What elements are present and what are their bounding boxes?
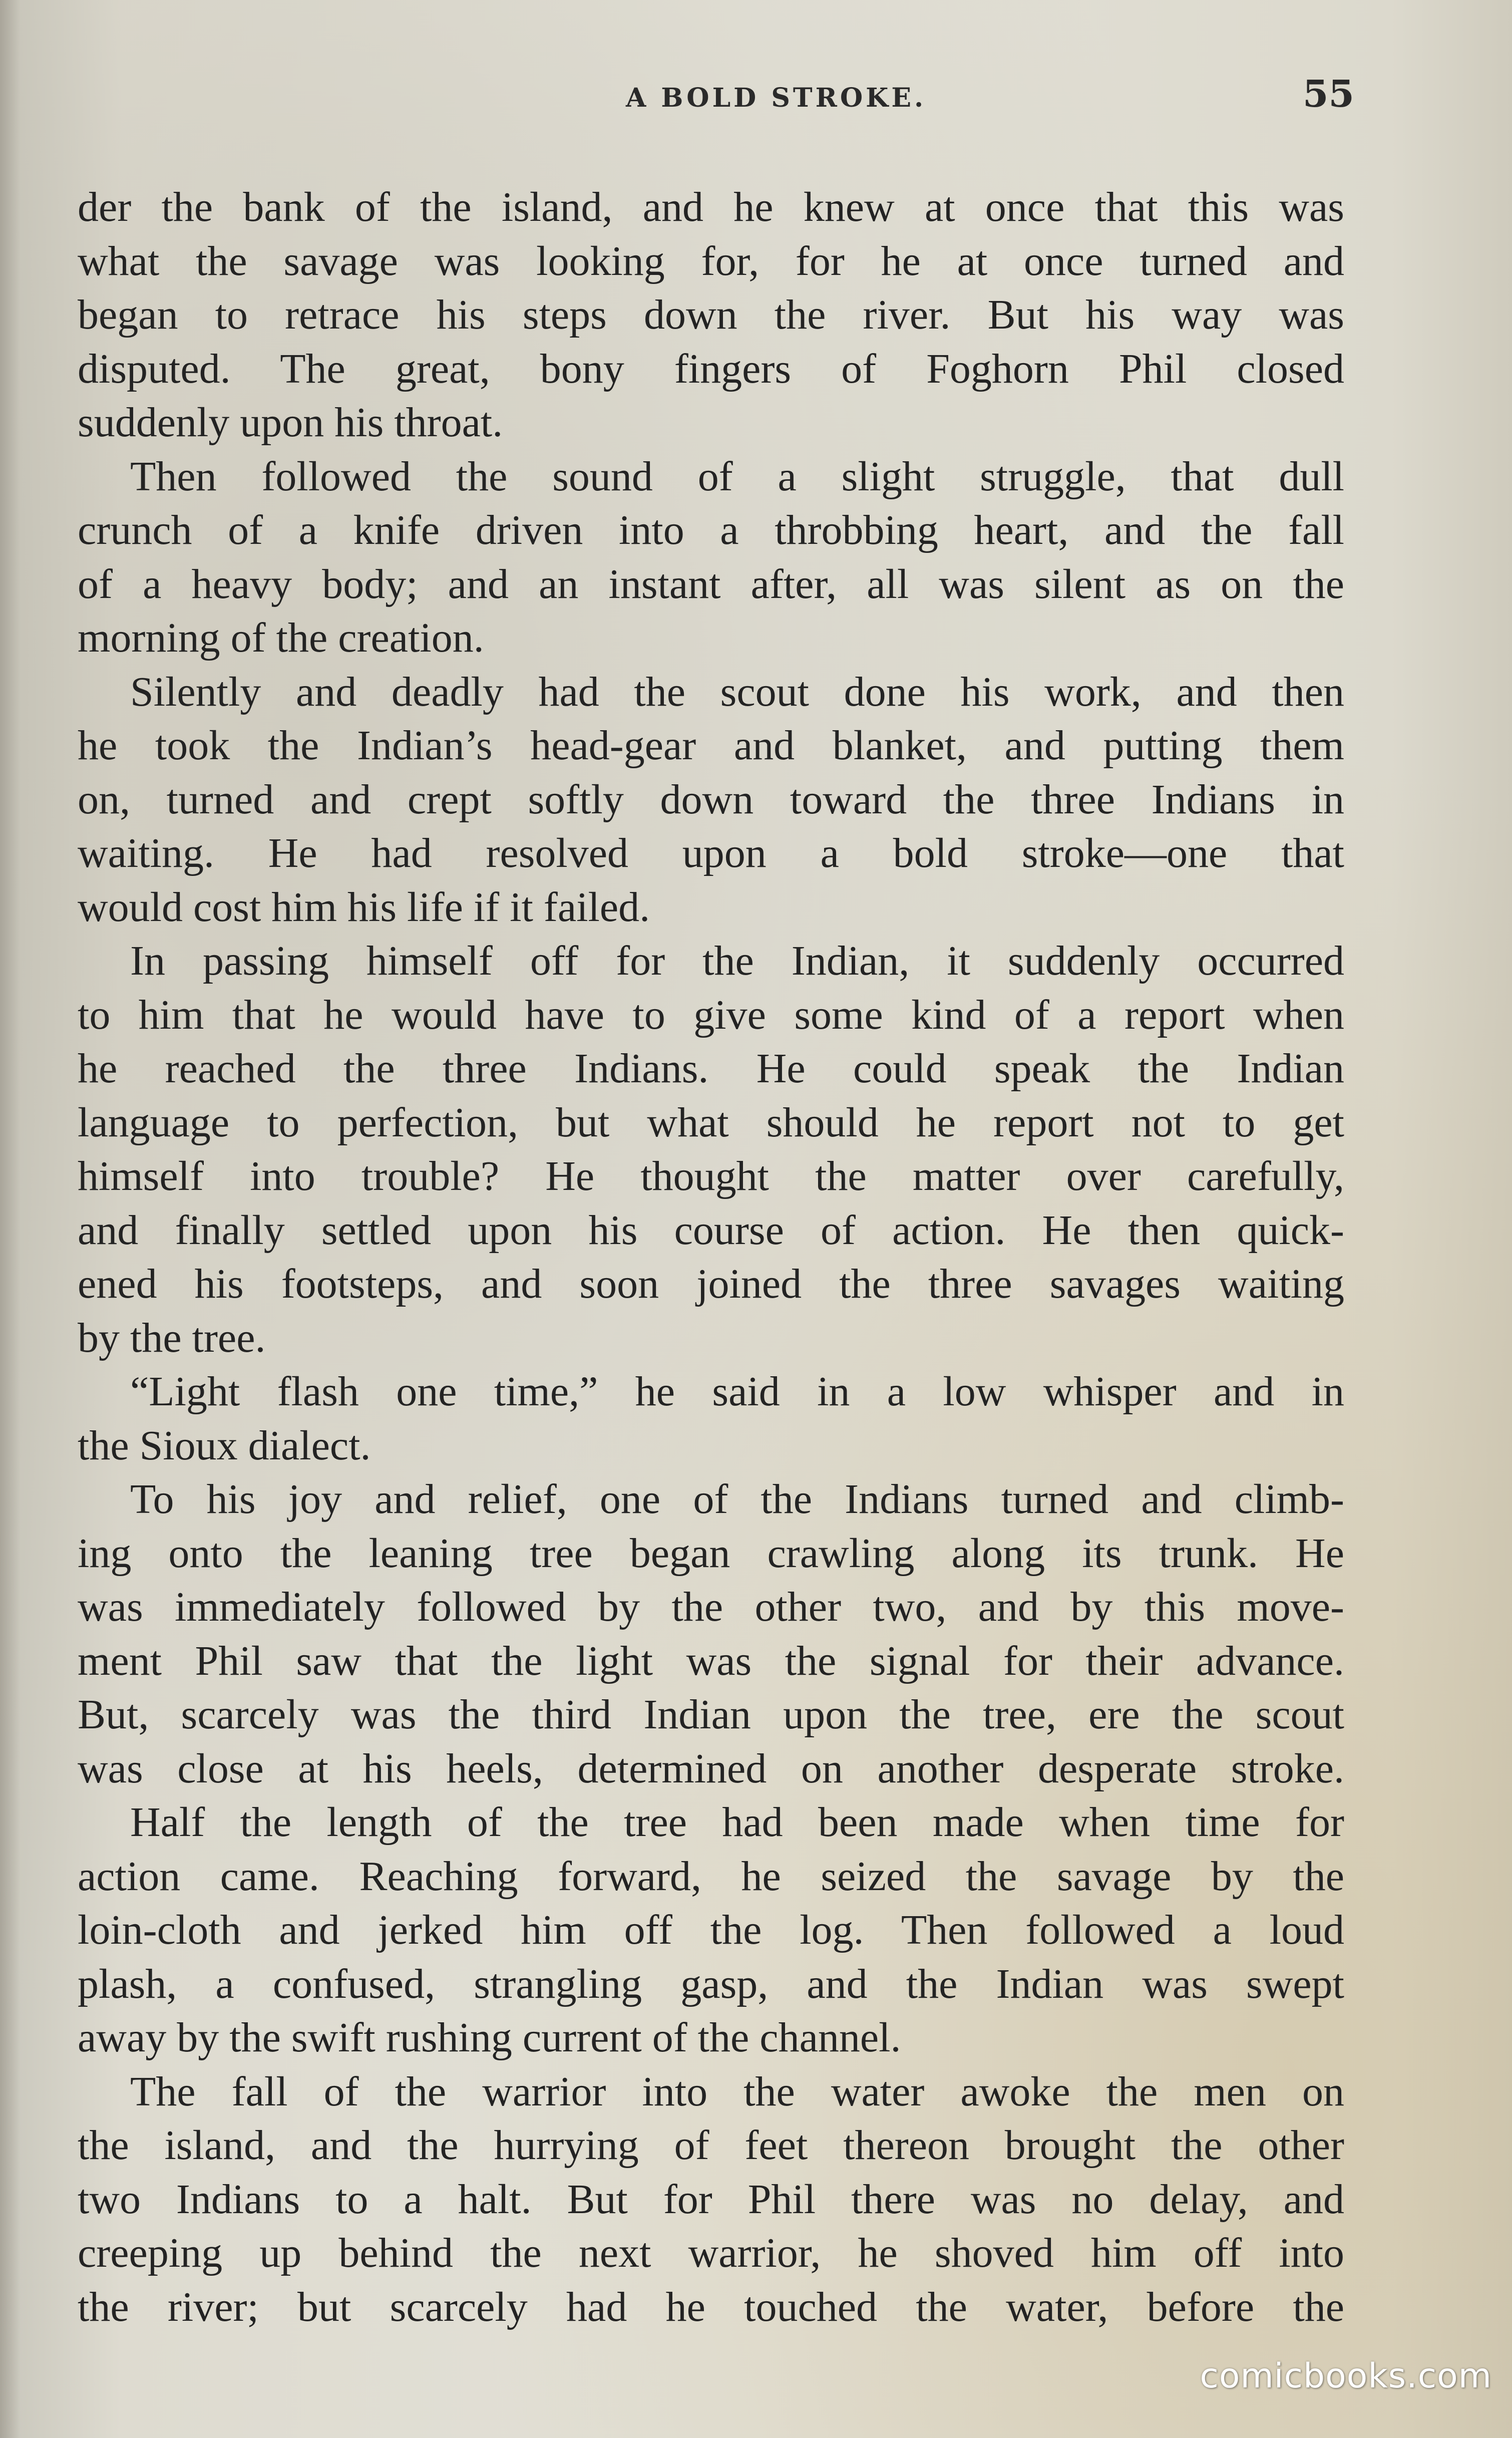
text-line: loin-cloth and jerked him off the log. Then followed a loud xyxy=(78,1907,1344,1953)
text-line: But, scarcely was the third Indian upon the tree, ere the scout xyxy=(78,1691,1344,1738)
text-line: the island, and the hurrying of feet thereon brought the other xyxy=(78,2122,1344,2169)
text-line: To his joy and relief, one of the Indians turned and climb- xyxy=(130,1476,1344,1522)
text-line: waiting. He had resolved upon a bold stroke—one that xyxy=(78,830,1344,876)
text-line: to him that he would have to give some kind of a report when xyxy=(78,991,1344,1038)
text-line: himself into trouble? He thought the matter over carefully, xyxy=(78,1153,1344,1199)
text-line: crunch of a knife driven into a throbbing heart, and the fall xyxy=(78,507,1344,553)
text-line: disputed. The great, bony fingers of Foghorn Phil closed xyxy=(78,345,1344,392)
text-line: ing onto the leaning tree began crawling along its trunk. He xyxy=(78,1530,1344,1577)
text-line: morning of the creation. xyxy=(78,615,484,661)
text-line: he reached the three Indians. He could speak the Indian xyxy=(78,1045,1344,1092)
text-line: the Sioux dialect. xyxy=(78,1422,371,1469)
text-line: Then followed the sound of a slight struggle, that dull xyxy=(130,453,1344,500)
text-line: away by the swift rushing current of the channel. xyxy=(78,2014,901,2061)
text-line: began to retrace his steps down the river. But his way was xyxy=(78,291,1344,338)
text-line: Silently and deadly had the scout done his work, and then xyxy=(130,668,1344,715)
watermark: comicbooks.com xyxy=(1200,2356,1492,2396)
text-line: The fall of the warrior into the water awoke the men on xyxy=(130,2068,1344,2115)
running-head: A BOLD STROKE. xyxy=(625,83,927,113)
text-line: ment Phil saw that the light was the signal for their advance. xyxy=(78,1637,1344,1684)
body-text xyxy=(78,180,1344,2334)
text-line: and finally settled upon his course of action. He then quick- xyxy=(78,1206,1344,1254)
text-line: the river; but scarcely had he touched the water, before the xyxy=(78,2283,1344,2330)
text-line: creeping up behind the next warrior, he shoved him off into xyxy=(78,2230,1344,2276)
text-line: would cost him his life if it failed. xyxy=(78,883,650,931)
text-line: was immediately followed by the other two, and by this move- xyxy=(78,1584,1344,1630)
text-line: ened his footsteps, and soon joined the three savages waiting xyxy=(78,1261,1344,1307)
text-line: plash, a confused, strangling gasp, and the Indian was swept xyxy=(78,1960,1344,2007)
text-line: In passing himself off for the Indian, it suddenly occurred xyxy=(130,938,1344,984)
text-line: of a heavy body; and an instant after, all was silent as on the xyxy=(78,560,1344,607)
text-line: he took the Indian’s head-gear and blanket, and putting them xyxy=(78,722,1344,769)
text-line: “Light flash one time,” he said in a low whisper and in xyxy=(130,1368,1344,1415)
text-line: on, turned and crept softly down toward the three Indians in xyxy=(78,776,1344,823)
text-line: by the tree. xyxy=(78,1314,266,1361)
text-line: suddenly upon his throat. xyxy=(78,399,503,446)
page-number: 55 xyxy=(1303,73,1354,116)
text-line: action came. Reaching forward, he seized the savage by the xyxy=(78,1853,1344,1900)
text-line: language to perfection, but what should he report not to get xyxy=(78,1099,1344,1146)
text-line: der the bank of the island, and he knew at once that this was xyxy=(78,184,1344,230)
text-line: two Indians to a halt. But for Phil there was no delay, and xyxy=(78,2176,1344,2223)
text-line: Half the length of the tree had been made when time for xyxy=(130,1799,1344,1846)
text-line: what the savage was looking for, for he at once turned and xyxy=(78,237,1344,284)
page-edge-shadow xyxy=(0,0,20,2438)
text-line: was close at his heels, determined on another desperate stroke. xyxy=(78,1745,1344,1792)
